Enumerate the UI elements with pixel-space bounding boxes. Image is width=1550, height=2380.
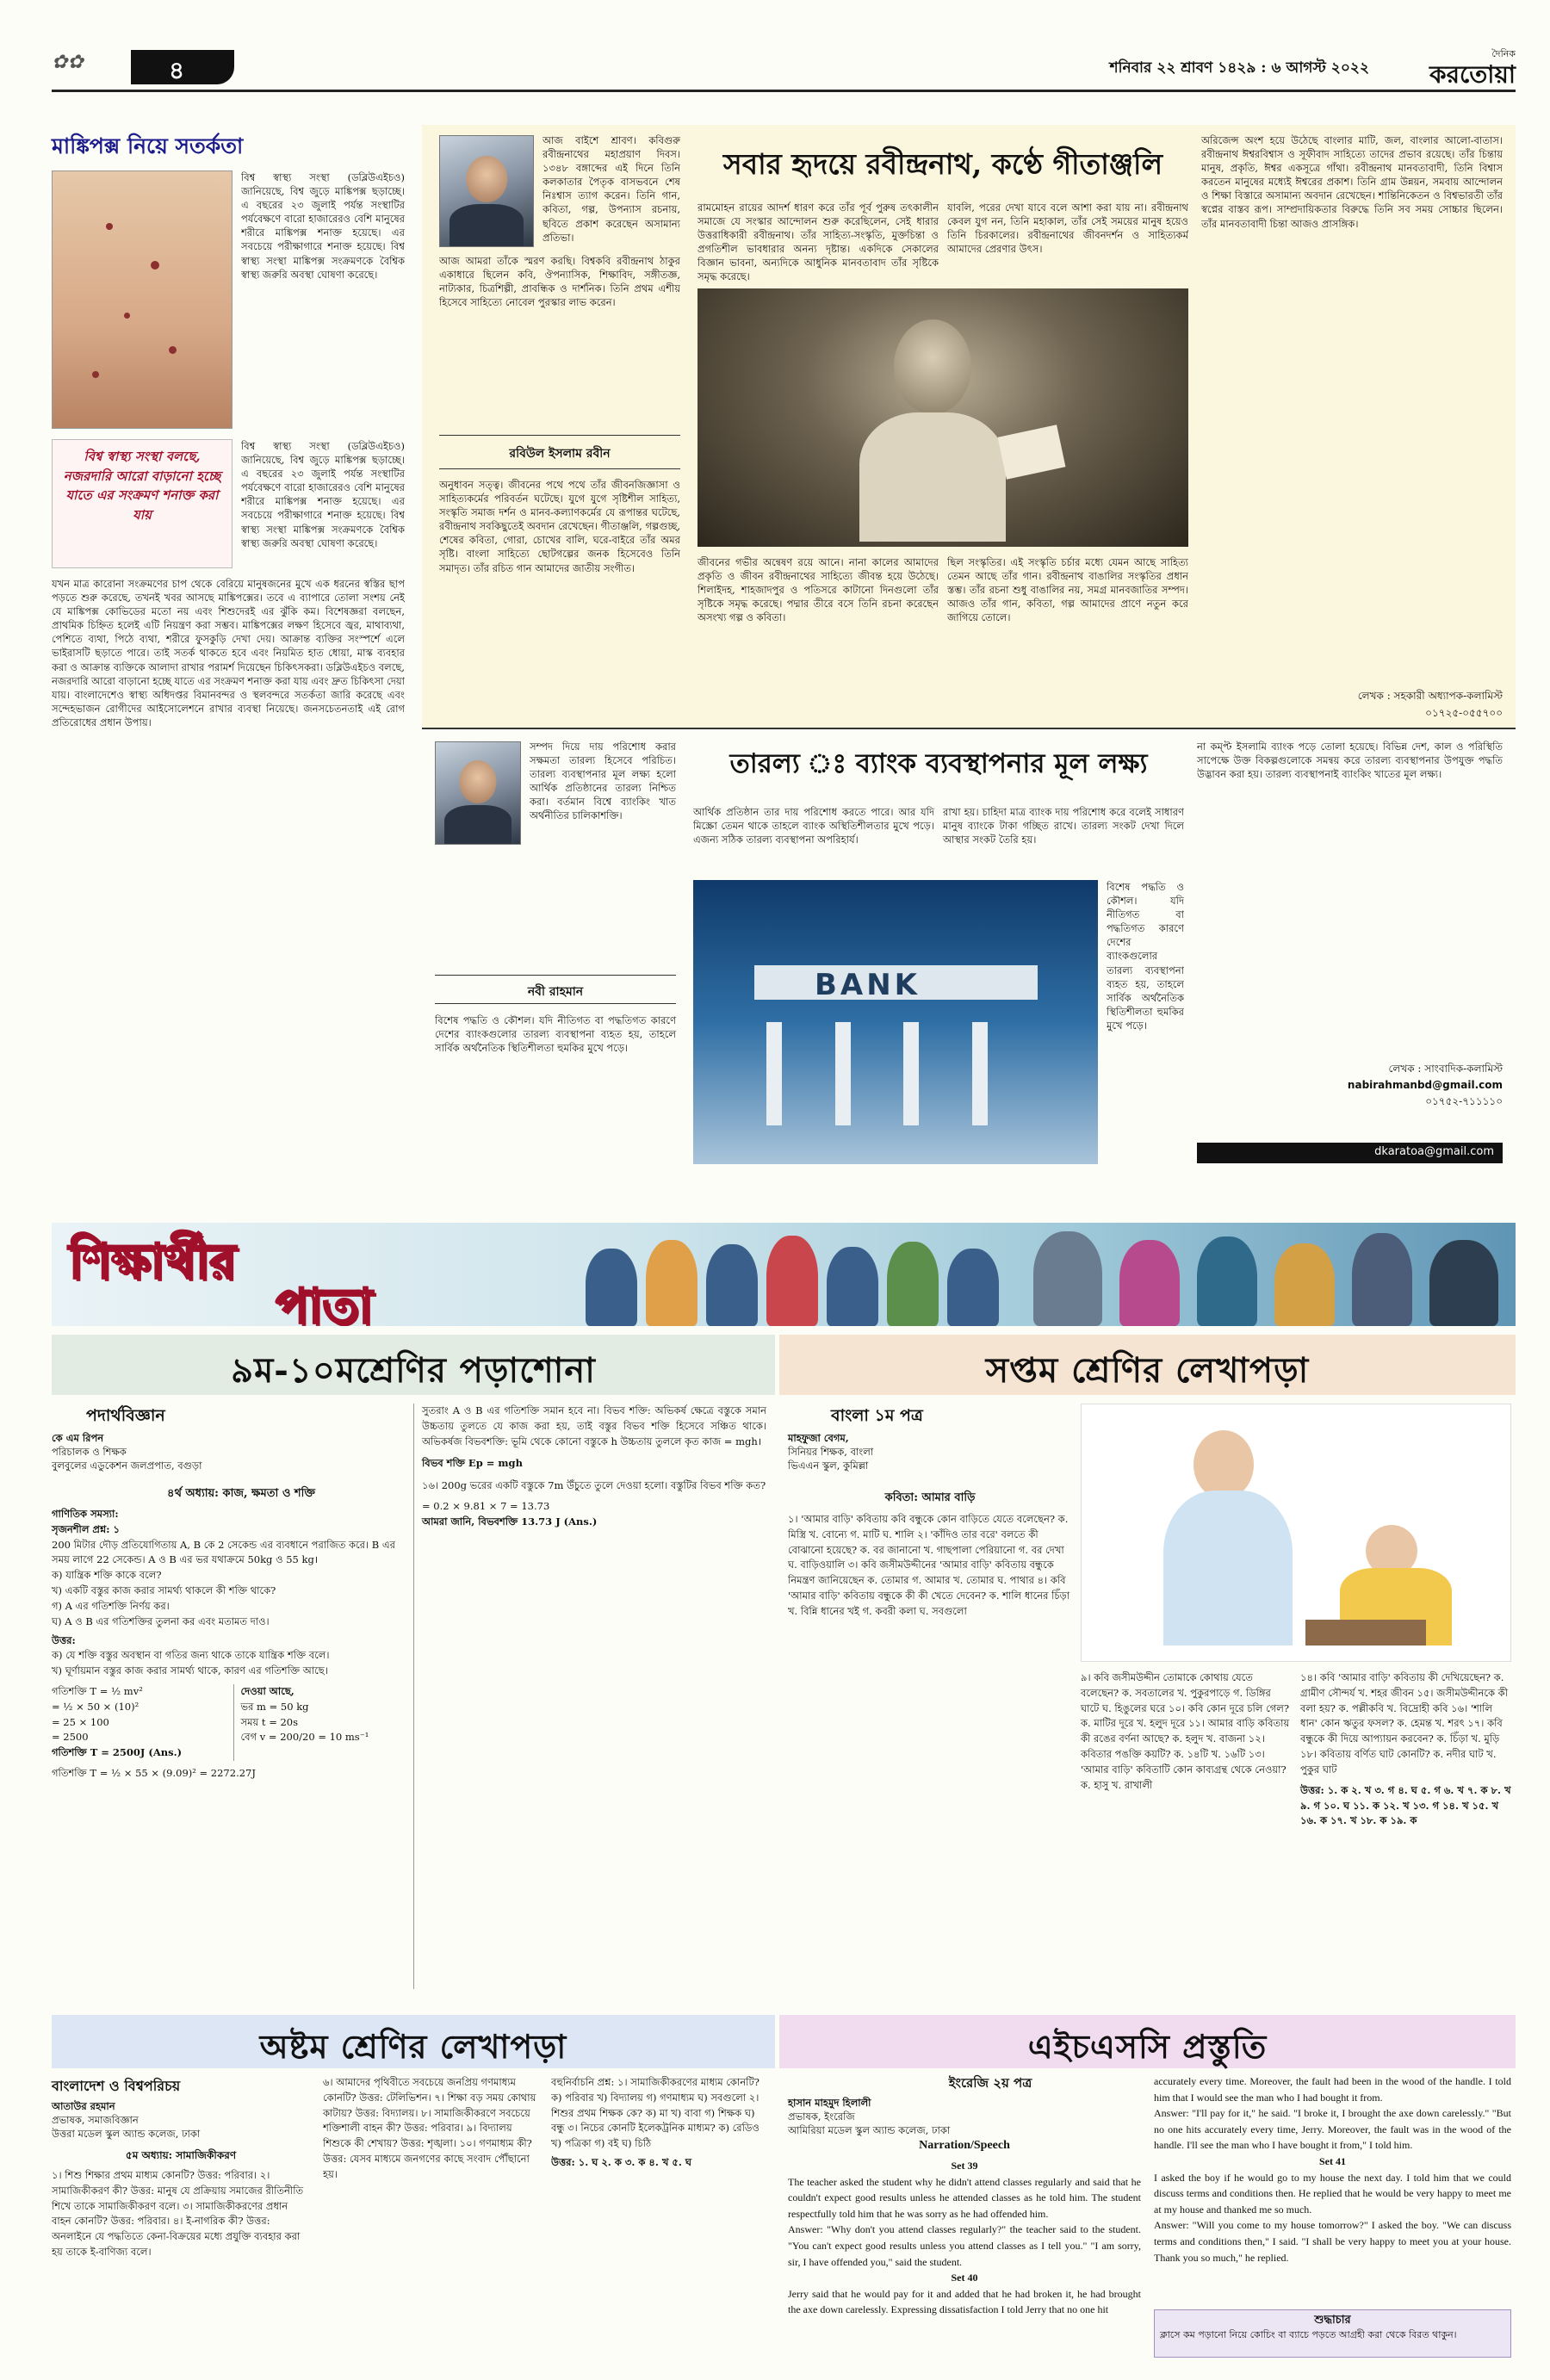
class7-teacher: মাহফুজা বেগম, [788, 1432, 849, 1444]
tagore-author [439, 435, 680, 469]
question-1: সৃজনশীল প্রশ্ন: ১ [52, 1522, 120, 1535]
tagore-col-right-bottom: ছিল সংস্কৃতির। এই সংস্কৃতি চর্চার মধ্যে যেমন আছে সাহিত্য তেমন আছে তাঁর গান। রবীন্দ্রনাথ বাঙালির সংস্কৃতির প্রধান স্তম্ভ। তাঁর রচনা শুধু বাঙালির নয়, সমগ্র মানবজাতির সম্পদ। আজও তাঁর গান, কবিতা, গল্প আমাদের প্রাণে নতুন করে জাগিয়ে তোলে। [947, 556, 1188, 624]
class910-divider [413, 1404, 414, 1989]
class8-q-col2: ৬। আমাদের পৃথিবীতে সবচেয়ে জনপ্রিয় গণমাধ্যম কোনটি? উত্তর: টেলিভিশন। ৭। শিক্ষা বড় সময় কোথায় কাটায়? উত্তর: বিদ্যালয়। ৮। সামাজিকীকরণে সবচেয়ে শক্তিশালী বাহন কী? উত্তর: পরিবার। ৯। বিদ্যালয় শিশুকে কী শেখায়? উত্তর: শৃঙ্খলা। ১০। গণমাধ্যম কী? উত্তর: যেসব মাধ্যমে জনগণের কাছে সংবাদ পৌঁছানো হয়। [323, 2076, 536, 2180]
tagore-col-mid-top: রামমোহন রায়ের আদর্শ ধারণ করে তাঁর পূর্ব পুরুষ তৎকালীন সমাজে যে সংস্কার আন্দোলন শুরু করেছিলেন, সেই ধারার উত্তরাধিকারী রবীন্দ্রনাথ। তাঁর সাহিত্য-সংস্কৃতি, মুক্তচিন্তা ও প্রগতিশীল ভাবধারার অনন্য দৃষ্টান্ত। একদিকে সেকালের বিজ্ঞান ভাবনা, অন্যদিকে আধুনিক মানবতাবাদ তাঁর সৃষ্টিকে সমৃদ্ধ করেছে। [698, 201, 939, 282]
date-line: শনিবার ২২ শ্রাবণ ১৪২৯ : ৬ আগস্ট ২০২২ [1109, 59, 1369, 77]
tagore-writer-line: লেখক : সহকারী অধ্যাপক-কলামিস্ট [1357, 690, 1503, 702]
monkeypox-article [52, 129, 405, 1119]
monkeypox-title: মাঙ্কিপক্স নিয়ে সতর্কতা [52, 133, 244, 158]
class7-mcq3: ১৪। কবি 'আমার বাড়ি' কবিতায় কী দেখিয়েছেন? ক. গ্রামীণ সৌন্দর্য খ. শহর জীবন ১৫। জসীমউদ্দীনকে কী বলা হয়? ক. পল্লীকবি খ. বিদ্রোহী কবি ১৬। 'শালি ধান' কোন ঋতুর ফসল? ক. হেমন্ত খ. শরৎ ১৭। কবি বন্ধুকে কী দিয়ে আপ্যায়ন করবেন? ক. চিঁড়া খ. মুড়ি ১৮। কবিতায় বর্ণিত ঘাট কোনটি? ক. নদীর ঘাট খ. পুকুর ঘাট [1300, 1671, 1509, 1776]
class7-title: সপ্তম শ্রেণির লেখাপড়া [985, 1350, 1310, 1391]
class8-teacher-role: প্রভাষক, সমাজবিজ্ঞান [52, 2114, 139, 2127]
hsc-teacher: হাসান মাহমুদ হিলালী [788, 2097, 871, 2109]
class7-illustration [1081, 1404, 1511, 1662]
class7-teacher-role: সিনিয়র শিক্ষক, বাংলা [788, 1446, 874, 1459]
monkeypox-photo [52, 170, 232, 429]
bank-writer-line: লেখক : সাংবাদিক-কলামিস্ট [1388, 1063, 1503, 1075]
class7-mcq-col3 [1300, 1670, 1511, 1989]
class7-title-bar [779, 1335, 1516, 1395]
hsc-set41-answer: Answer: "Will you come to my house tomorrow?" I asked the boy. "We can discuss terms and conditions then," I said. "I shall be very happy to meet you at your house. Thank you so much," he replied. [1154, 2219, 1511, 2264]
hsc-set40-text: Jerry said that he would pay for it and added that he had broken it, he had brought the axe down carelessly. Expressing dissatisfaction I told Jerry that no one hit [788, 2287, 1141, 2316]
page-header [52, 50, 1516, 107]
header-rule [52, 90, 1516, 92]
answer-a: ক) যে শক্তি বস্তুর অবস্থান বা গতির জন্য থাকে তাকে যান্ত্রিক শক্তি বলে। [52, 1649, 330, 1662]
problem-label: গাণিতিক সমস্যা: [52, 1508, 119, 1520]
class8-answers: উত্তর: ১. ঘ ২. ক ৩. ক ৪. খ ৫. ঘ [551, 2156, 692, 2169]
hsc-set41-text: I asked the boy if he would go to my house the next day. I told him that we could discuss terms and conditions then. He replied that he would be very happy to meet me at my house and thanked me so much. [1154, 2171, 1511, 2216]
calc-step-1: = ½ × 50 × (10)² [52, 1700, 140, 1713]
class7-mcq-col2: ৯। কবি জসীমউদ্দীন তোমাকে কোথায় যেতে বলেছেন? ক. সবতালের খ. পুকুরপাড়ে গ. ডিঙ্গির ঘাটে ঘ. হিঙুলের ঘরে ১০। কবি কোন দূরে চলি গেল? ক. মাটির দূরে খ. হলুদ দূরে ১১। আমার বাড়ি কবিতায় কী রঙের বর্ণনা আছে? ক. হলুদ খ. বাজনা ১২। কবিতার পঙক্তি কয়টি? ক. ১৪টি খ. ১৬টি ১৩। 'আমার বাড়ি' কবিতাটি কোন কাব্যগ্রন্থ থেকে নেওয়া? ক. হাসু খ. রাখালী [1081, 1671, 1290, 1791]
question-1d: ঘ) A ও B এর গতিশক্তির তুলনা কর এবং মতামত দাও। [52, 1615, 270, 1627]
class8-teacher-block [52, 2099, 310, 2146]
class7-mcq-col1: ১। 'আমার বাড়ি' কবিতায় কবি বন্ধুকে কোন বাড়িতে যেতে বলেছেন? ক. মিস্ত্রি খ. বোন্যে গ. মাটি ঘ. শালি ২। 'কাঁদিও তার বরে' বলতে কী বোঝানো হয়েছে? ক. বর জানানো খ. গাছপালা পেরিয়ানো গ. বর দেখা ঘ. বাড়িওয়ালি ৩। কবি জসীমউদ্দীনের 'আমার বাড়ি' কবিতায় বন্ধুকে নিমন্ত্রণ জানিয়েছেন ক. তোমার গ. আমার খ. তোমার ঘ. পাথার ৪। কবি 'আমার বাড়ি' কবিতায় বন্ধুকে কী কী খেতে দেবেন? ক. শালি ধানের চিঁড়া খ. বিন্নি ধানের খই গ. কবরী কলা ঘ. সবগুলো [788, 1513, 1070, 1617]
class7-poem: কবিতা: আমার বাড়ি [884, 1491, 976, 1504]
paper-email-bar [1197, 1143, 1503, 1163]
hsc-teacher-role: প্রভাষক, ইংরেজি [788, 2110, 855, 2123]
hsc-set40: Set 40 [951, 2272, 978, 2284]
calc-step-2: = 25 × 100 [52, 1715, 109, 1728]
class910-teacher: কে এম রিপন [52, 1432, 104, 1444]
paper-tag: দৈনিক [1491, 48, 1516, 59]
class910-title-bar [52, 1335, 775, 1395]
bank-col4b: বিশেষ পদ্ধতি ও কৌশল। যদি নীতিগত বা পদ্ধতিগত কারণে দেশের ব্যাংকগুলোর তারল্য ব্যবস্থাপনা ব্যহত হয়, তাহলে সার্বিক অর্থনৈতিক স্থিতিশীলতা হুমকির মুখে পড়ে। [1107, 881, 1184, 1032]
bank-col3: আর্থিক প্রতিষ্ঠান তার দায় পরিশোধ করতে পারে। আর যদি মিস্ক্রো তেমন থাকে তাহলে ব্যাংক অস্থিতিশীলতার মুখে পড়ে। এজন্য সঠিক তারল্য ব্যবস্থাপনা অপরিহার্য। [693, 806, 934, 846]
question-16: ১৬। 200g ভরের একটি বস্তুকে 7m উঁচুতে তুলে দেওয়া হলো। বস্তুটির বিভব শক্তি কত? [422, 1479, 766, 1492]
monkeypox-col1b: বিশ্ব স্বাস্থ্য সংস্থা (ডব্লিউএইচও) জানিয়েছে, বিশ্ব জুড়ে মাঙ্কিপক্স ছড়াচ্ছে। এ বছরের ২৩ জুলাই পর্যন্ত সংস্থাটির পর্যবেক্ষণে বারো হাজারেরও বেশি মানুষের শরীরে মাঙ্কিপক্স শনাক্ত হয়েছে। এর সবচেয়ে পরীক্ষাগারে শনাক্ত হয়েছে। বিশ্ব স্বাস্থ্য সংস্থা মাঙ্কিপক্স সংক্রমণকে বৈশ্বিক স্বাস্থ্য জরুরি অবস্থা ঘোষণা করেছে। [241, 440, 405, 549]
student-page-banner [52, 1223, 1516, 1326]
class910-subject: পদার্থবিজ্ঞান [86, 1406, 165, 1425]
right-calc: = 0.2 × 9.81 × 7 = 13.73 [422, 1500, 550, 1513]
bank-article [422, 728, 1516, 1210]
bank-author-name: নবী রাহমান [527, 985, 584, 999]
hsc-right-answer1: Answer: "I'll pay for it," he said. "I broke it, I brought the axe down carelessly." "But no one hits accurately every time, Jerry. Moreover, the fault was in the wood of the handle. I'll see the man who I have bought it from," I told him. [1154, 2107, 1511, 2152]
class8-q3: বহুনির্বাচনি প্রশ্ন: ১। সামাজিকীকরণের মাধ্যম কোনটি? ক) পরিবার খ) বিদ্যালয় গ) গণমাধ্যম ঘ) সবগুলো ২। শিশুর প্রথম শিক্ষক কে? ক) মা খ) বাবা গ) শিক্ষক ঘ) বন্ধু ৩। নিচের কোনটি ইলেকট্রনিক মাধ্যম? ক) রেডিও খ) পত্রিকা গ) বই ঘ) চিঠি [551, 2076, 760, 2150]
tagore-intro: আজ বাইশে শ্রাবণ। কবিগুরু রবীন্দ্রনাথের মহাপ্রয়াণ দিবস। ১৩৪৮ বঙ্গাব্দের এই দিনে তিনি কলকাতার পৈতৃক বাসভবনে শেষ নিঃশ্বাস ত্যাগ করেন। তিনি গান, কবিতা, গল্প, উপন্যাস রচনায়, ছবিতে প্রকাশ করেছেন অসামান্য প্রতিভা। [542, 134, 680, 244]
bank-col2: বিশেষ পদ্ধতি ও কৌশল। যদি নীতিগত বা পদ্ধতিগত কারণে দেশের ব্যাংকগুলোর তারল্য ব্যবস্থাপনা ব্যহত হয়, তাহলে সার্বিক অর্থনৈতিক স্থিতিশীলতা হুমকির মুখে পড়ে। [435, 1014, 676, 1055]
class8-section [52, 2015, 775, 2359]
given-velocity: বেগ v = 200/20 = 10 ms⁻¹ [240, 1731, 369, 1744]
class910-teacher-school: বুলবুলের এডুকেশন জলপ্রপাত, বগুড়া [52, 1460, 202, 1472]
bank-col4: রাখা হয়। চাহিদা মাত্র ব্যাংক দায় পরিশোধ করে বলেই সাধারণ মানুষ ব্যাংকে টাকা গচ্ছিত রাখে। তারল্য সংকট দেখা দিলে আস্থার সংকট তৈরি হয়। [943, 806, 1184, 846]
bank-writer [1197, 1061, 1503, 1130]
class8-title-bar [52, 2015, 775, 2068]
hsc-section [779, 2015, 1516, 2359]
tagore-writer-phone: ০১৭২৫-০৫৫৭০০ [1425, 707, 1503, 719]
right-result: আমরা জানি, বিভবশক্তি 13.73 J (Ans.) [422, 1515, 598, 1528]
class7-answers: উত্তর: ১. ক ২. খ ৩. গ ৪. ঘ ৫. গ ৬. খ ৭. ক ৮. খ ৯. গ ১০. ঘ ১১. ক ১২. খ ১৩. গ ১৪. খ ১৫. খ ১৬. ক ১৭. খ ১৮. ক ১৯. ক [1300, 1783, 1511, 1827]
monkeypox-col1: বিশ্ব স্বাস্থ্য সংস্থা (ডব্লিউএইচও) জানিয়েছে, বিশ্ব জুড়ে মাঙ্কিপক্স ছড়াচ্ছে। এ বছরের ২৩ জুলাই পর্যন্ত সংস্থাটির পর্যবেক্ষণে বারো হাজারেরও বেশি মানুষের শরীরে মাঙ্কিপক্স শনাক্ত হয়েছে। এর সবচেয়ে পরীক্ষাগারে শনাক্ত হয়েছে। বিশ্ব স্বাস্থ্য সংস্থা মাঙ্কিপক্স সংক্রমণকে বৈশ্বিক স্বাস্থ্য জরুরি অবস্থা ঘোষণা করেছে। [241, 171, 405, 281]
hsc-title-bar [779, 2015, 1516, 2068]
class910-teacher-block [52, 1431, 405, 1483]
hsc-set39: Set 39 [951, 2160, 978, 2172]
class8-chapter: ৫ম অধ্যায়: সামাজিকীকরণ [125, 2149, 237, 2161]
question-1c: গ) A এর গতিশক্তি নির্ণয় কর। [52, 1599, 170, 1612]
bank-title: তারল্য ঃ ব্যাংক ব্যবস্থাপনার মূল লক্ষ্য [729, 748, 1148, 779]
hsc-errata-text: ক্লাসে কম পড়ানো নিয়ে কোচিং বা ব্যাচে পড়তে আগ্রহী করা থেকে বিরত থাকুন। [1160, 2329, 1457, 2340]
bank-author [435, 975, 676, 1004]
hsc-set41: Set 41 [1319, 2154, 1346, 2167]
hsc-errata-title: শুদ্ধাচার [1314, 2314, 1351, 2327]
class7-teacher-school: ভিএএন স্কুল, কুমিল্লা [788, 1460, 869, 1472]
tagore-col-mid-bottom: জীবনের গভীর অন্বেষণ রয়ে আনে। নানা কালের আমাদের প্রকৃতি ও জীবন রবীন্দ্রনাথের সাহিত্যে জীবন্ত হয়ে উঠেছে। শিলাইদহ, শাহজাদপুর ও পতিসরে কাটানো দিনগুলো তাঁর সৃষ্টিকে সমৃদ্ধ করেছে। পদ্মার তীরে বসে তিনি রচনা করেছেন অসংখ্য গল্প ও কবিতা। [698, 556, 939, 624]
bank-writer-phone: ০১৭৫২-৭১১১১০ [1425, 1095, 1503, 1108]
class8-teacher-school: উত্তরা মডেল স্কুল অ্যান্ড কলেজ, ঢাকা [52, 2128, 201, 2141]
class910-right-col [422, 1404, 766, 1989]
paper-email: dkaratoa@gmail.com [1374, 1145, 1494, 1158]
class910-teacher-role: পরিচালক ও শিক্ষক [52, 1446, 127, 1459]
hsc-errata-box [1154, 2309, 1511, 2358]
class910-title: ৯ম-১০মশ্রেণির পড়াশোনা [231, 1350, 596, 1391]
bank-writer-email: nabirahmanbd@gmail.com [1347, 1079, 1503, 1092]
tagore-article [422, 125, 1516, 728]
bank-image [693, 880, 1098, 1164]
class8-q-col3 [551, 2075, 771, 2358]
hsc-set39-answer: Answer: "Why don't you attend classes regularly?" the teacher said to the student. "You can't expect good results unless you attend classes as I tell you." "I am sorry, sir, I have offended you," said the student. [788, 2223, 1141, 2268]
question-1b: খ) একটি বস্তুর কাজ করার সামর্থ্য থাকলে কী শক্তি থাকে? [52, 1584, 276, 1597]
monkeypox-body: যখন মাত্র কারোনা সংক্রমণের চাপ থেকে বেরিয়ে মানুষজনের মুখে এক ধরনের স্বস্তির ছাপ পড়তে শুরু করেছে, তখনই খবর আসছে মাঙ্কিপক্সের। তবে এ ব্যাপারে তোলা সংশয় নেই যে মাঙ্কিপক্স কোভিডের মতো নয় এবং শিশুদেরই এর ঝুঁকি কম। বিশেষজ্ঞরা বলছেন, প্রাথমিক চিহ্নিত হলেই এটি নিয়ন্ত্রণ করা সম্ভব। মাঙ্কিপক্সের লক্ষণ হিসেবে জ্বর, মাথাব্যথা, পেশিতে ব্যথা, পিঠে ব্যথা, শরীরে ফুসকুড়ি দেখা দেয়। আক্রান্ত ব্যক্তির সংস্পর্শে এলে ভাইরাসটি ছড়াতে পারে। তাই সতর্ক থাকতে হবে এবং নিয়মিত হাত ধোয়া, মাস্ক ব্যবহার করা ও আক্রান্ত ব্যক্তিকে আলাদা রাখার পরামর্শ দিয়েছেন চিকিৎসকরা। ডব্লিউএইচও বলছে, নজরদারি আরো বাড়ানো হচ্ছে যাতে এর সংক্রমণ শনাক্ত করা যায় এবং দ্রুত চিকিৎসা দেয়া যায়। বাংলাদেশেও স্বাস্থ্য অধিদপ্তর বিমানবন্দর ও স্থলবন্দরে সতর্কতা জারি করেছে এবং সন্দেহভাজন রোগীদের আইসোলেশনে রাখার ব্যবস্থা নিয়েছে। জনসচেতনতাই এই রোগ প্রতিরোধের প্রধান উপায়। [52, 578, 405, 728]
hsc-topic: Narration/Speech [919, 2139, 1010, 2152]
tagore-photo [698, 288, 1188, 547]
result-kinetic: গতিশক্তি T = 2500J (Ans.) [52, 1746, 183, 1759]
class7-section [779, 1335, 1516, 2006]
hsc-subject: ইংরেজি ২য় পত্র [948, 2075, 1032, 2091]
question-1-stem: 200 মিটার দৌড় প্রতিযোগিতায় A, B কে 2 সেকেন্ড এর ব্যবধানে পরাজিত করে। B এর সময় লাগে 22 সেকেন্ড। A ও B এর ভর যথাক্রমে 50kg ও 55 kg। [52, 1538, 395, 1566]
hsc-col1 [788, 2158, 1141, 2358]
hsc-teacher-block [788, 2096, 1141, 2139]
tagore-col-left: অনুধাবন সত্ত্ব। জীবনের পথে পথে তাঁর জীবনজিজ্ঞাসা ও সাহিত্যকর্মের পরিবর্তন ঘটেছে। যুগে যুগে সৃষ্টিশীল সাহিত্য, সংস্কৃতি সমাজ দর্শন ও মানব-কল্যাণকর্মের যে রূপান্তর ঘটেছে, রবীন্দ্রনাথ সবকিছুতেই অবদান রেখেছেন। গীতাঞ্জলি, গল্পগুচ্ছ, শেষের কবিতা, গোরা, চোখের বালি, ঘরে-বাইরে তাঁর অমর সৃষ্টি। বাংলা সাহিত্যে ছোটগল্পের জনক হিসেবেও তিনি সমাদৃত। তাঁর রচিত গান আমাদের জাতীয় সংগীত। [439, 479, 680, 574]
hsc-col2 [1154, 2073, 1511, 2306]
tagore-col-far-right: অরিজেন্স অংশ হয়ে উঠেছে বাংলার মাটি, জল, বাংলার আলো-বাতাস। রবীন্দ্রনাথ ঈশ্বরবিশ্বাস ও সূফীবাদ সাহিত্যে তাদের প্রভাব রয়েছে। তাঁর চিন্তায় মানুষ, প্রকৃতি, ঈশ্বর একসূত্রে গাঁথা। রবীন্দ্রনাথ মানবতাবাদী, তিনি বিশ্বাস করতেন মানুষের মধ্যেই ঈশ্বরের প্রকাশ। তিনি গ্রাম উন্নয়ন, সমবায় আন্দোলন ও শিক্ষা বিস্তারে অসামান্য অবদান রেখেছেন। শান্তিনিকেতন ও বিশ্বভারতী তাঁর স্বপ্নের বাস্তব রূপ। সাম্প্রদায়িকতার বিরুদ্ধে তিনি সব সময় সোচ্চার ছিলেন। তাঁর মানবতাবাদী চিন্তা আজও প্রাসঙ্গিক। [1201, 134, 1503, 230]
tagore-author-name: রবিউল ইসলাম রবীন [509, 447, 611, 461]
tagore-title: সবার হৃদয়ে রবীন্দ্রনাথ, কণ্ঠে গীতাঞ্জলি [722, 147, 1163, 181]
paper-name: করতোয়া [1429, 60, 1516, 89]
class910-chapter: ৪র্থ অধ্যায়: কাজ, ক্ষমতা ও শক্তি [167, 1487, 315, 1500]
calc-step-3: = 2500 [52, 1731, 89, 1744]
answer-b: খ) ঘূর্ণায়মান বস্তুর কাজ করার সামর্থ্য থাকে, কারণ এর গতিশক্তি আছে। [52, 1664, 328, 1677]
banner-title-line1: শিক্ষার্থীর [69, 1233, 236, 1290]
bank-author-photo [435, 741, 521, 845]
bank-col1: সম্পদ দিয়ে দায় পরিশোধ করার সক্ষমতা তারল্য হিসেবে পরিচিত। তারল্য ব্যবস্থাপনার মূল লক্ষ্য হলো আর্থিক প্রতিষ্ঠানের তারল্য নিশ্চিত করা। বর্তমান বিশ্বে ব্যাংকিং খাত অর্থনীতির চালিকাশক্তি। [530, 741, 676, 822]
bank-col5: না কম্প্ট ইসলামি ব্যাংক পড়ে তোলা হয়েছে। বিভিন্ন দেশ, কাল ও পরিস্থিতি সাপেক্ষে উক্ত বিকল্পগুলোকে সমন্বয় করে তারল্য ব্যবস্থাপনার উপযুক্ত পদ্ধতি উদ্ভাবন করা হয়। তারল্য ব্যবস্থাপনাই ব্যাংকিং খাতের মূল লক্ষ্য। [1197, 741, 1503, 781]
class910-section [52, 1335, 775, 2006]
right-formula: বিভব শক্তি Ep = mgh [422, 1457, 523, 1470]
page-number: ৪ [169, 56, 185, 84]
monkeypox-quote: বিশ্ব স্বাস্থ্য সংস্থা বলছে, নজরদারি আরো বাড়ানো হচ্ছে যাতে এর সংক্রমণ শনাক্ত করা যায় [52, 439, 232, 568]
formula-kinetic: গতিশক্তি T = ½ mv² [52, 1684, 143, 1697]
class7-teacher-block [788, 1431, 1072, 1483]
given-time: সময় t = 20s [240, 1715, 299, 1728]
bank-sign: BANK [815, 968, 921, 1003]
hsc-teacher-school: আমিরিয়া মডেল স্কুল অ্যান্ড কলেজ, ঢাকা [788, 2124, 951, 2137]
tagore-writer [1201, 689, 1503, 723]
class8-teacher: আতাউর রহমান [52, 2100, 115, 2112]
decorative-ornament: ✿✿ [52, 52, 84, 73]
banner-title-box [69, 1230, 517, 1326]
class8-subject: বাংলাদেশ ও বিশ্বপরিচয় [52, 2078, 181, 2094]
masthead [1395, 46, 1516, 90]
class7-subject: বাংলা ১ম পত্র [831, 1406, 923, 1425]
class8-title: অষ্টম শ্রেণির লেখাপড়া [259, 2027, 567, 2066]
banner-title-line2: পাতা [276, 1278, 373, 1326]
tagore-col-right-top: যাবলি, পরের দেখা যাবে বলে আশা করা যায় না। রবীন্দ্রনাথ কেবল যুগ নন, তিনি মহাকাল, তাঁর সেই সময়ের মানুষ হয়েও তিনি চিরকালের। রবীন্দ্রনাথের জীবনদর্শন ও সাহিত্যকর্ম আমাদের প্রেরণার উৎস। [947, 201, 1188, 256]
question-1a: ক) যান্ত্রিক শক্তি কাকে বলে? [52, 1569, 162, 1582]
right-text: সুতরাং A ও B এর গতিশক্তি সমান হবে না। বিভব শক্তি: অভিকর্ষ ক্ষেত্রে বস্তুকে সমান উচ্চতায় তুলতে যে কাজ করা হয়, তাই বস্তুর বিভব শক্তি হিসেবে সঞ্চিত থাকে। অভিকর্ষজ বিভবশক্তি: ভূমি থেকে কোনো বস্তুকে h উচ্চতায় তুললে কৃত কাজ = mgh। [422, 1404, 766, 1447]
tagore-intro2: আজ আমরা তাঁকে স্মরণ করছি। বিশ্বকবি রবীন্দ্রনাথ ঠাকুর একাধারে ছিলেন কবি, ঔপন্যাসিক, শিক্ষাবিদ, সঙ্গীতজ্ঞ, নাট্যকার, চিত্রশিল্পী, প্রাবন্ধিক ও দার্শনিক। তিনি প্রথম এশীয় হিসেবে সাহিত্যে নোবেল পুরস্কার লাভ করেন। [439, 255, 680, 309]
given-mass: ভর m = 50 kg [240, 1700, 309, 1713]
given-label: দেওয়া আছে, [240, 1684, 294, 1697]
hsc-title: এইচএসসি প্রস্তুতি [1027, 2027, 1268, 2066]
hsc-set39-text: The teacher asked the student why he didn't attend classes regularly and said that he couldn't expect good results unless he attended classes as he told him. The student respectfully told him that he was sorry as he had offended him. [788, 2175, 1141, 2220]
tagore-author-photo [439, 135, 534, 247]
page-number-box [131, 50, 234, 84]
class8-q-col1: ১। শিশু শিক্ষার প্রথম মাধ্যম কোনটি? উত্তর: পরিবার। ২। সামাজিকীকরণ কী? উত্তর: মানুষ যে প্রক্রিয়ায় সমাজের রীতিনীতি শিখে তাকে সামাজিকীকরণ বলে। ৩। সামাজিকীকরণের প্রধান বাহন কোনটি? উত্তর: পরিবার। ৪। ই-নাগরিক কী? উত্তর: অনলাইনে যে পদ্ধতিতে কেনা-বিক্রয়ের মধ্যে প্রযুক্তি ব্যবহার করা হয় তাকে ই-বাণিজ্য বলে। [52, 2169, 304, 2259]
class910-left-col [52, 1507, 405, 1989]
answer-label: উত্তর: [52, 1633, 76, 1646]
hsc-right-text1: accurately every time. Moreover, the fault had been in the wood of the handle. I told him that I would see the man who I had bought it from. [1154, 2075, 1511, 2104]
formula-kinetic-b: গতিশক্তি T = ½ × 55 × (9.09)² = 2272.27J [52, 1767, 256, 1779]
